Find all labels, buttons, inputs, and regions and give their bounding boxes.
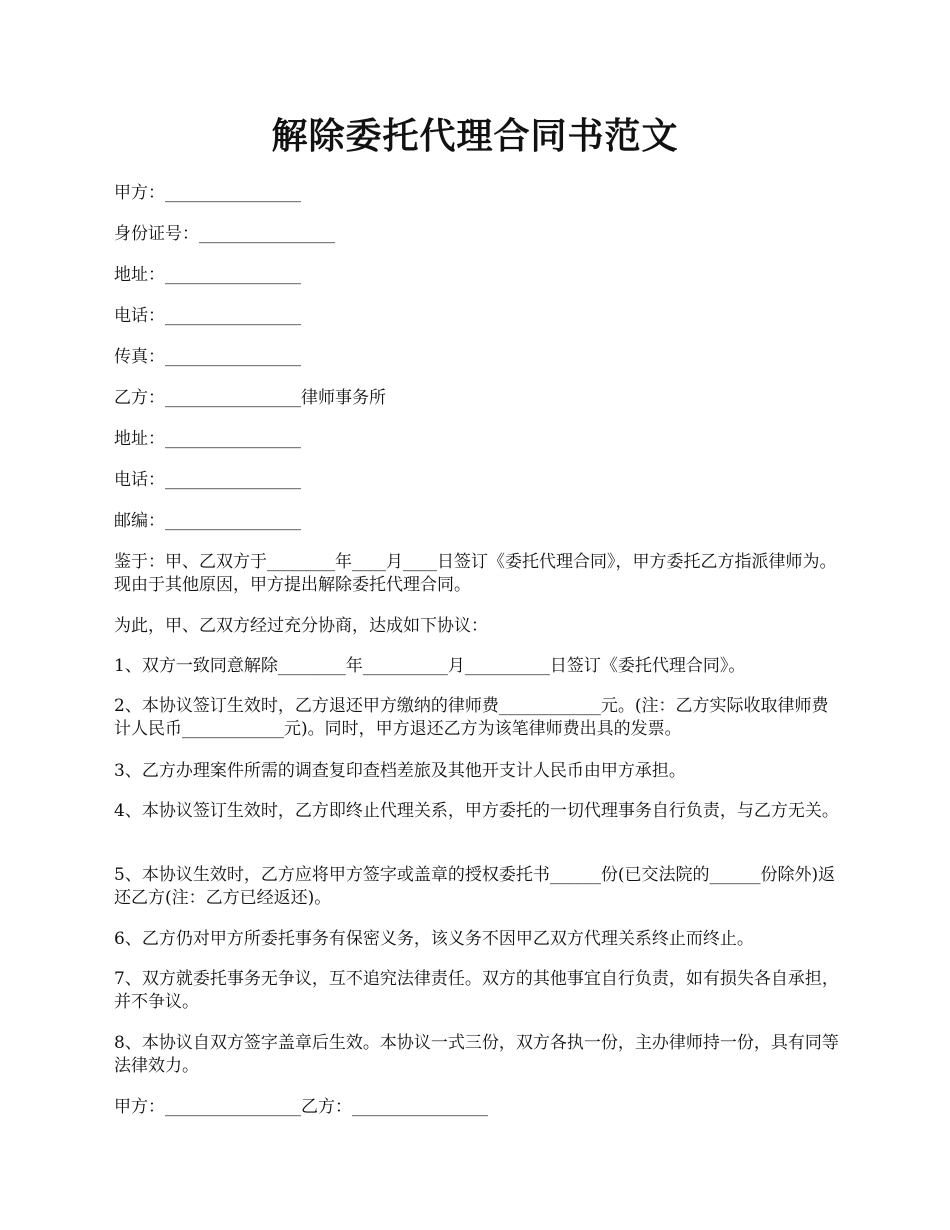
clause-2: 2、本协议签订生效时，乙方退还甲方缴纳的律师费____________元。(注：乙方实际收取律师费计人民币____________元)。同时，甲方退还乙方为该笔律师费出具的发票。 [114, 696, 829, 739]
id-number-field: 身份证号：________________ [114, 224, 335, 244]
party-a-fax-field: 传真：________________ [114, 347, 301, 367]
preamble-paragraph: 鉴于：甲、乙双方于________年____月____日签订《委托代理合同》，甲方委托乙方指派律师为。现由于其他原因，甲方提出解除委托代理合同。 [114, 552, 837, 595]
party-b-field: 乙方：________________律师事务所 [114, 388, 386, 408]
party-b-address-field: 地址：________________ [114, 429, 301, 449]
clause-1: 1、双方一致同意解除________年__________月__________日签订《委托代理合同》。 [114, 656, 746, 676]
clause-4: 4、本协议签订生效时，乙方即终止代理关系，甲方委托的一切代理事务自行负责，与乙方无关。 [114, 801, 839, 821]
clause-8: 8、本协议自双方签字盖章后生效。本协议一式三份，双方各执一份，主办律师持一份，具有同等法律效力。 [114, 1033, 839, 1076]
document-title: 解除委托代理合同书范文 [271, 115, 679, 157]
clause-5: 5、本协议生效时，乙方应将甲方签字或盖章的授权委托书______份(已交法院的______份除外)返还乙方(注：乙方已经返还)。 [114, 865, 836, 908]
party-b-phone-field: 电话：________________ [114, 470, 301, 490]
clause-7: 7、双方就委托事务无争议，互不追究法律责任。双方的其他事宜自行负责，如有损失各自承担，并不争议。 [114, 969, 839, 1012]
party-a-field: 甲方：________________ [114, 183, 301, 203]
intro-paragraph: 为此，甲、乙双方经过充分协商，达成如下协议： [114, 616, 488, 636]
party-a-phone-field: 电话：________________ [114, 306, 301, 326]
party-a-address-field: 地址：________________ [114, 265, 301, 285]
clause-3: 3、乙方办理案件所需的调查复印查档差旅及其他开支计人民币由甲方承担。 [114, 761, 686, 781]
clause-6: 6、乙方仍对甲方所委托事务有保密义务，该义务不因甲乙双方代理关系终止而终止。 [114, 929, 754, 949]
party-b-postcode-field: 邮编：________________ [114, 511, 301, 531]
signature-line: 甲方：________________乙方：________________ [114, 1097, 488, 1117]
